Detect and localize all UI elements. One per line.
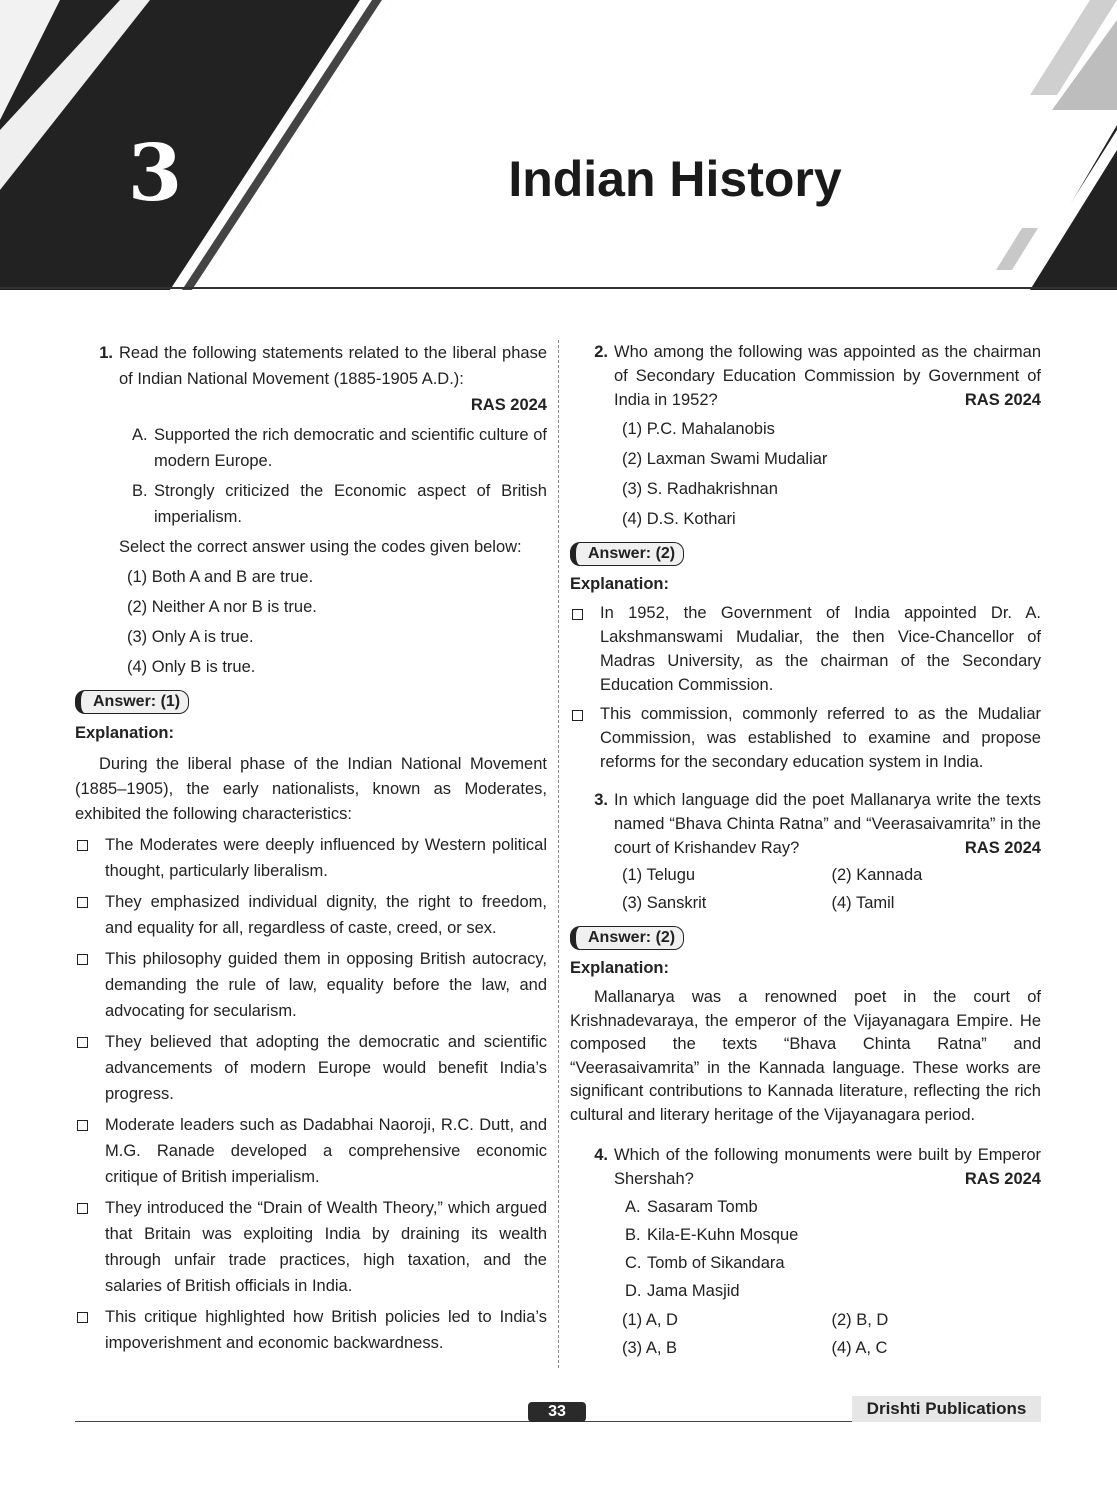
- checkbox-bullet-icon: [75, 889, 105, 941]
- statement: B. Kila-E-Kuhn Mosque: [625, 1226, 799, 1244]
- option-row: [622, 862, 1041, 888]
- option: (2) Kannada: [831, 866, 923, 884]
- bullet-item: This critique highlighted how British policies led to India’s impoverishment and economic backwardness.: [75, 1304, 547, 1356]
- exam-tag: RAS 2024: [964, 391, 1041, 409]
- option-row: [622, 1335, 1041, 1361]
- question-number: 4.: [594, 1146, 608, 1164]
- question-number: 3.: [594, 791, 608, 809]
- statement: C. Tomb of Sikandara: [625, 1254, 785, 1272]
- chapter-title: Indian History: [508, 151, 842, 207]
- chapter-header: [0, 0, 1117, 290]
- question-text: Which of the following monuments were built by Emperor Shershah? RAS 2024: [614, 1143, 1041, 1191]
- explanation-title: Explanation:: [570, 959, 670, 977]
- left-column: [75, 340, 547, 1356]
- option: (4) A, C: [831, 1339, 888, 1357]
- bullet-item: They introduced the “Drain of Wealth Theory,” which argued that Britain was exploiting India by draining its wealth through unfair trade practices, high taxation, and the salaries of British officials in India.: [75, 1195, 547, 1299]
- explanation-title: Explanation:: [75, 724, 175, 742]
- bullet-item: In 1952, the Government of India appointed Dr. A. Lakshmanswami Mudaliar, the then Vice-Chancellor of Madras University, as the chairman of the Secondary Education Commission.: [570, 601, 1041, 697]
- bullet-item: This philosophy guided them in opposing British autocracy, demanding the rule of law, equality before the law, and advocating for secularism.: [75, 946, 547, 1024]
- bullet-item: They believed that adopting the democratic and scientific advancements of modern Europe would benefit India’s progress.: [75, 1029, 547, 1107]
- option: (2) Neither A nor B is true.: [127, 598, 317, 616]
- publisher-name: Drishti Publications: [852, 1396, 1041, 1422]
- option: (4) Only B is true.: [127, 658, 256, 676]
- checkbox-bullet-icon: [75, 1195, 105, 1299]
- option: (1) A, D: [622, 1311, 678, 1329]
- question-text: In which language did the poet Mallanarya write the texts named “Bhava Chinta Ratna” and “Veerasaivamrita” in the court of Krishandev Ray? RAS 2024: [614, 788, 1041, 860]
- statement: A. Supported the rich democratic and scientific culture of modern Europe.: [132, 426, 547, 470]
- answer-badge: Answer: (2): [570, 542, 684, 566]
- right-column: [570, 340, 1041, 1361]
- page-number: 33: [528, 1402, 586, 1422]
- explanation-paragraph: Mallanarya was a renowned poet in the court of Krishnadevaraya, the emperor of the Vijayanagara Empire. He composed the texts “Bhava Chinta Ratna” and “Veerasaivamrita” in the Kannada language. These works are significant contributions to Kannada literature, reflecting the rich cultural and literary heritage of the Vijayanagara period.: [570, 988, 1041, 1124]
- question-1: [75, 340, 547, 418]
- explanation-title: Explanation:: [570, 575, 670, 593]
- option: (3) Only A is true.: [127, 628, 254, 646]
- statement: A. Sasaram Tomb: [625, 1198, 758, 1216]
- option: (1) Telugu: [622, 866, 696, 884]
- option: (1) P.C. Mahalanobis: [622, 420, 775, 438]
- question-text: Who among the following was appointed as the chairman of Secondary Education Commission by Government of India in 1952? RAS 2024: [614, 340, 1041, 412]
- option: (2) Laxman Swami Mudaliar: [622, 450, 828, 468]
- exam-tag: RAS 2024: [964, 1170, 1041, 1188]
- checkbox-bullet-icon: [570, 702, 600, 774]
- option: (3) A, B: [622, 1339, 678, 1357]
- instruction: Select the correct answer using the codes given below:: [119, 538, 522, 556]
- statement: B. Strongly criticized the Economic aspect of British imperialism.: [132, 482, 547, 526]
- explanation-paragraph: During the liberal phase of the Indian National Movement (1885–1905), the early nationalists, known as Moderates, exhibited the following characteristics:: [75, 755, 547, 823]
- statement: D. Jama Masjid: [625, 1282, 740, 1300]
- exam-tag: RAS 2024: [964, 839, 1041, 857]
- question-3: [570, 788, 1041, 860]
- exam-tag: RAS 2024: [470, 396, 547, 414]
- header-rule: [0, 287, 1117, 289]
- bullet-item: The Moderates were deeply influenced by Western political thought, particularly liberalism.: [75, 832, 547, 884]
- option: (4) Tamil: [831, 894, 895, 912]
- option: (2) B, D: [831, 1311, 889, 1329]
- checkbox-bullet-icon: [570, 601, 600, 697]
- checkbox-bullet-icon: [75, 1304, 105, 1356]
- option-row: [622, 1307, 1041, 1333]
- answer-badge: Answer: (1): [75, 690, 189, 714]
- chapter-number: 3: [127, 128, 183, 219]
- answer-badge: Answer: (2): [570, 926, 684, 950]
- checkbox-bullet-icon: [75, 1029, 105, 1107]
- checkbox-bullet-icon: [75, 1112, 105, 1190]
- checkbox-bullet-icon: [75, 946, 105, 1024]
- bullet-item: This commission, commonly referred to as the Mudaliar Commission, was established to examine and propose reforms for the secondary education system in India.: [570, 702, 1041, 774]
- option-row: [622, 890, 1041, 916]
- option: (4) D.S. Kothari: [622, 510, 736, 528]
- bullet-item: They emphasized individual dignity, the right to freedom, and equality for all, regardless of caste, creed, or sex.: [75, 889, 547, 941]
- question-2: [570, 340, 1041, 412]
- question-text: Read the following statements related to the liberal phase of Indian National Movement (1885-1905 A.D.): RAS 2024: [119, 340, 547, 418]
- checkbox-bullet-icon: [75, 832, 105, 884]
- option: (1) Both A and B are true.: [127, 568, 314, 586]
- question-4: [570, 1143, 1041, 1191]
- column-divider: [558, 340, 559, 1368]
- option: (3) S. Radhakrishnan: [622, 480, 778, 498]
- question-number: 1.: [99, 344, 113, 362]
- option: (3) Sanskrit: [622, 894, 707, 912]
- bullet-item: Moderate leaders such as Dadabhai Naoroji, R.C. Dutt, and M.G. Ranade developed a comprehensive economic critique of British imperialism.: [75, 1112, 547, 1190]
- question-number: 2.: [594, 343, 608, 361]
